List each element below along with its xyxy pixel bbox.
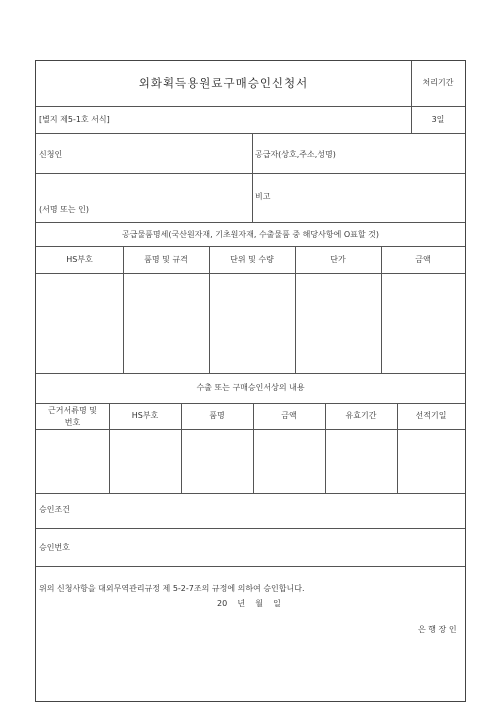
rule-supply-header-bottom <box>36 273 465 274</box>
supply-col-hs-code: HS부호 <box>66 255 93 264</box>
approval-conditions-label: 승인조건 <box>39 505 70 514</box>
supply-section-title: 공급물품명세(국산원자재, 기초원자재, 수출물품 중 해당사항에 O표할 것) <box>122 230 379 239</box>
bank-seal: 은 행 장 인 <box>418 625 457 634</box>
supply-col-unit-price: 단가 <box>330 255 346 264</box>
supply-col-amount: 금액 <box>415 255 431 264</box>
rule-export-title-bottom <box>36 403 465 404</box>
supply-col-item-spec: 품명 및 규격 <box>144 255 188 264</box>
rule-supply-body-bottom <box>36 373 465 374</box>
rule-title-bottom <box>36 106 465 107</box>
export-col-hs-code: HS부호 <box>131 411 159 420</box>
rule-annex-bottom <box>36 133 465 134</box>
export-col-shipping-date: 선적기일 <box>415 411 447 420</box>
annex-label: [별지 제5-1호 서식] <box>39 115 110 124</box>
application-form <box>35 60 466 702</box>
rule-supply-title-bottom <box>36 246 465 247</box>
processing-period-value: 3일 <box>431 115 445 124</box>
rule-supply-col-3 <box>295 246 296 373</box>
rule-export-body-bottom <box>36 493 465 494</box>
export-col-basis-document: 근거서류명 및 번호 <box>48 406 97 427</box>
approval-statement: 위의 신청사항을 대외무역관리규정 제 5-2-7조의 규정에 의하여 승인합니다. <box>39 584 305 593</box>
rule-applicant-divider <box>252 133 253 222</box>
rule-approval-number-bottom <box>36 566 465 567</box>
applicant-label: 신청인 <box>39 150 63 159</box>
rule-conditions-bottom <box>36 528 465 529</box>
date-line: 20 년 월 일 <box>217 599 281 608</box>
export-col-item-name: 품명 <box>209 411 225 420</box>
rule-supply-col-4 <box>381 246 382 373</box>
export-col-amount: 금액 <box>281 411 297 420</box>
rule-applicant-mid <box>36 173 465 174</box>
rule-export-header-bottom <box>36 429 465 430</box>
processing-period-label: 처리기간 <box>422 78 454 87</box>
signature-label: (서명 또는 인) <box>39 205 89 214</box>
supplier-label: 공급자(상호,주소,성명) <box>255 150 336 159</box>
approval-number-label: 승인번호 <box>39 543 70 552</box>
supply-col-unit-quantity: 단위 및 수량 <box>230 255 274 264</box>
remarks-label: 비고 <box>255 192 271 201</box>
form-title: 외화획득용원료구매승인신청서 <box>138 76 309 90</box>
rule-supply-col-1 <box>123 246 124 373</box>
rule-signature-bottom <box>36 222 465 223</box>
rule-supply-col-2 <box>209 246 210 373</box>
export-col-validity: 유효기간 <box>345 411 377 420</box>
export-section-title: 수출 또는 구매승인서상의 내용 <box>196 383 305 392</box>
